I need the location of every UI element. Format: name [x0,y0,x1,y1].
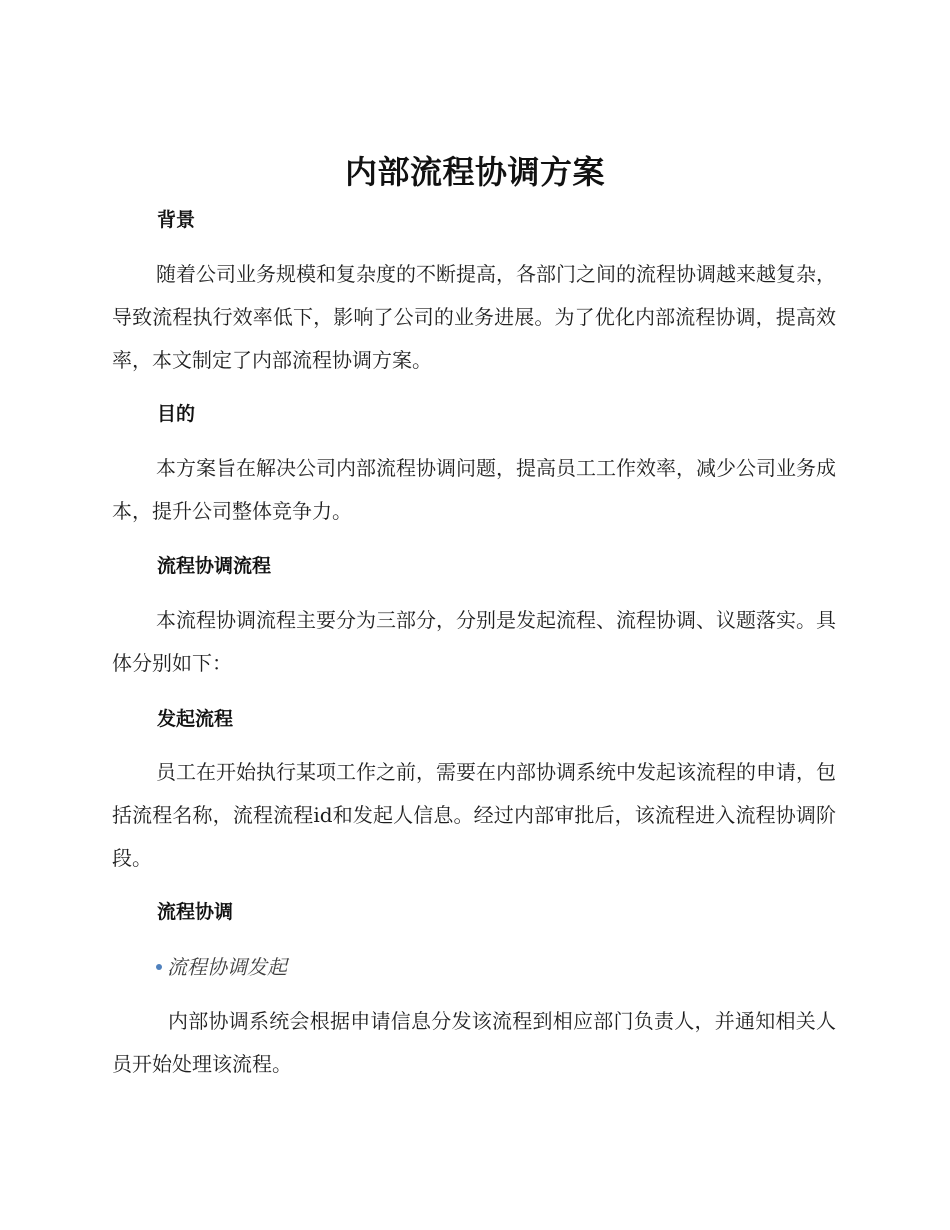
section-paragraph-coordination-process: 本流程协调流程主要分为三部分，分别是发起流程、流程协调、议题落实。具体分别如下： [112,608,836,675]
bullet-dot-icon [156,964,162,970]
section-heading-coordination-process: 流程协调流程 [157,555,272,577]
section-paragraph-process-coordination: 内部协调系统会根据申请信息分发该流程到相应部门负责人，并通知相关人员开始处理该流程。 [112,1009,836,1076]
bullet-item-label: 流程协调发起 [167,955,287,979]
section-paragraph-initiate-process: 员工在开始执行某项工作之前，需要在内部协调系统中发起该流程的申请，包括流程名称，流程流程id和发起人信息。经过内部审批后，该流程进入流程协调阶段。 [112,760,836,870]
section-heading-purpose: 目的 [157,403,196,425]
section-heading-process-coordination: 流程协调 [157,901,234,923]
section-heading-initiate-process: 发起流程 [157,708,234,730]
bullet-item [156,953,287,981]
section-paragraph-background: 随着公司业务规模和复杂度的不断提高，各部门之间的流程协调越来越复杂，导致流程执行效率低下，影响了公司的业务进展。为了优化内部流程协调，提高效率，本文制定了内部流程协调方案。 [112,262,836,372]
section-paragraph-purpose: 本方案旨在解决公司内部流程协调问题，提高员工工作效率，减少公司业务成本，提升公司整体竞争力。 [112,456,836,523]
section-heading-background: 背景 [157,209,196,231]
document-title: 内部流程协调方案 [344,153,605,191]
